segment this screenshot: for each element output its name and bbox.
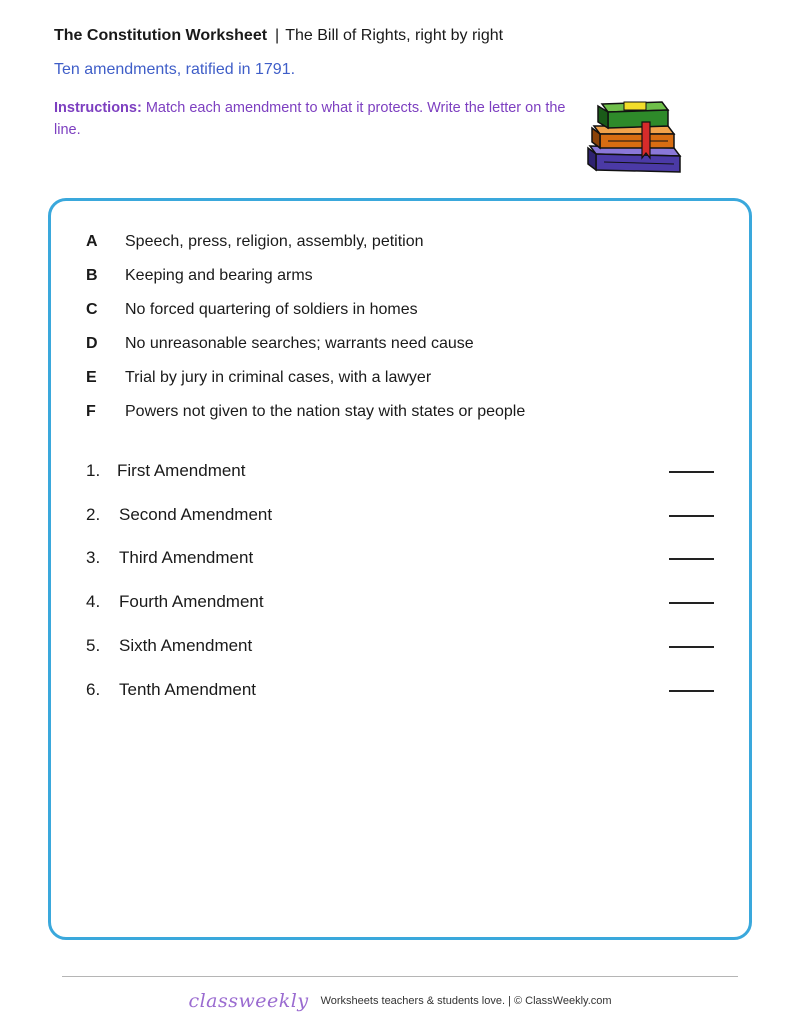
match-number: 1. xyxy=(86,461,101,480)
match-label: First Amendment xyxy=(117,461,246,480)
match-item xyxy=(86,502,714,528)
definition-letter: C xyxy=(86,301,98,318)
match-number: 6. xyxy=(86,680,101,699)
match-label: Fourth Amendment xyxy=(119,592,264,611)
match-number: 3. xyxy=(86,548,101,567)
match-item xyxy=(86,458,714,484)
answer-blank[interactable] xyxy=(669,690,714,692)
answer-blank[interactable] xyxy=(669,471,714,473)
match-item xyxy=(86,589,714,615)
match-number: 5. xyxy=(86,636,101,655)
definition-row xyxy=(86,298,418,322)
definition-letter: D xyxy=(86,335,98,352)
definition-row xyxy=(86,332,474,356)
definition-text: No unreasonable searches; warrants need cause xyxy=(125,335,474,352)
match-number: 4. xyxy=(86,592,101,611)
stack-of-books-icon xyxy=(584,96,686,180)
definition-letter: F xyxy=(86,403,96,420)
worksheet-header xyxy=(54,27,503,45)
instructions-text: Match each amendment to what it protects. Write the letter on the line. xyxy=(54,100,566,138)
instructions xyxy=(54,97,574,141)
definition-text: Keeping and bearing arms xyxy=(125,267,313,284)
definition-row xyxy=(86,264,313,288)
definition-text: Speech, press, religion, assembly, petition xyxy=(125,233,424,250)
answer-blank[interactable] xyxy=(669,515,714,517)
worksheet-subtitle: Ten amendments, ratified in 1791. xyxy=(54,61,296,78)
footer-divider xyxy=(62,976,738,977)
worksheet-topic: The Bill of Rights, right by right xyxy=(285,27,504,44)
match-label: Sixth Amendment xyxy=(119,636,253,655)
header-separator: | xyxy=(275,27,280,44)
match-item xyxy=(86,633,714,659)
definition-text: No forced quartering of soldiers in homes xyxy=(125,301,418,318)
definition-letter: B xyxy=(86,267,98,284)
footer xyxy=(0,990,800,1012)
match-number: 2. xyxy=(86,505,101,524)
answer-blank[interactable] xyxy=(669,558,714,560)
brand-logo: classweekly xyxy=(188,990,309,1012)
instructions-lead: Instructions: xyxy=(54,100,142,116)
match-label: Tenth Amendment xyxy=(119,680,257,699)
definition-row xyxy=(86,366,431,390)
match-item xyxy=(86,677,714,703)
match-label: Third Amendment xyxy=(119,548,254,567)
footer-tagline: Worksheets teachers & students love. | © ClassWeekly.com xyxy=(320,995,612,1007)
match-item xyxy=(86,545,714,571)
definition-text: Powers not given to the nation stay with states or people xyxy=(125,403,526,420)
definition-letter: E xyxy=(86,369,97,386)
match-label: Second Amendment xyxy=(119,505,273,524)
answer-blank[interactable] xyxy=(669,602,714,604)
definition-row xyxy=(86,400,525,424)
worksheet-title: The Constitution Worksheet xyxy=(54,27,268,44)
definition-letter: A xyxy=(86,233,98,250)
answer-blank[interactable] xyxy=(669,646,714,648)
definition-row xyxy=(86,230,424,254)
definition-text: Trial by jury in criminal cases, with a lawyer xyxy=(125,369,432,386)
